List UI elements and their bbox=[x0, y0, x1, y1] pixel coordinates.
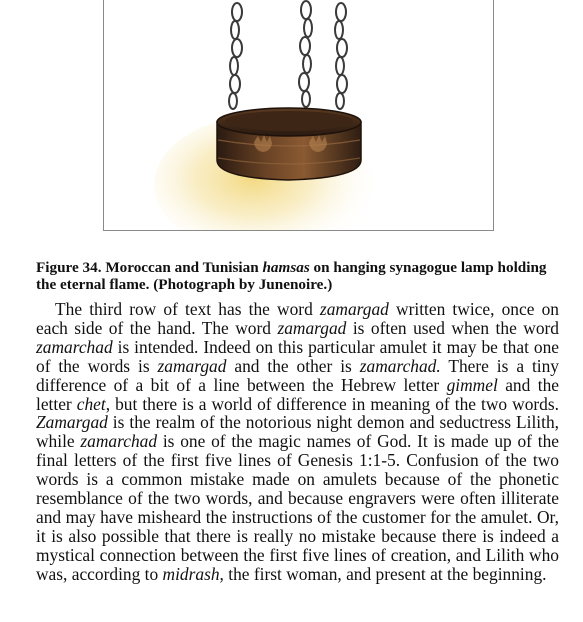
italic-term: zamargad bbox=[157, 355, 227, 376]
text-run: , the first woman, and present at the beginning. bbox=[219, 563, 547, 584]
caption-prefix: Figure 34. Moroccan and Tunisian bbox=[36, 259, 263, 276]
text-run: There is a tiny difference of a bit of a line between the Hebrew letter bbox=[36, 355, 560, 395]
text-run: written twice, once on each side of the hand. The word bbox=[36, 299, 559, 338]
left-chain bbox=[229, 3, 242, 109]
italic-term: chet bbox=[76, 393, 106, 414]
caption-italic-term: hamsas bbox=[262, 259, 310, 276]
text-run: The third row of text has the word bbox=[55, 299, 320, 319]
italic-term: zamargad bbox=[277, 317, 347, 338]
text-run: and the letter bbox=[36, 374, 559, 414]
figure-caption bbox=[36, 259, 566, 293]
lamp-bowl bbox=[217, 108, 361, 180]
body-paragraph bbox=[36, 300, 559, 584]
italic-term: midrash bbox=[162, 563, 220, 584]
text-run: is one of the magic names of God. It is made up of the final letters of the first five lines of Genesis 1:1-5. Confusion of the two words is a common mistake made on amulets because of the phonetic resemblance of the two words, and because engravers were often illiterate and may have misheard the instructions of the customer for the amulet. Or, it is also possible that there is really no mistake because there is indeed a mystical connection between the first five lines of creation, and Lilith who was, according to bbox=[36, 431, 559, 584]
right-chain bbox=[335, 3, 347, 109]
caption-suffix: on hanging synagogue lamp holding the eternal flame. (Photograph by Junenoire.) bbox=[36, 259, 547, 293]
italic-term: zamarchad. bbox=[359, 355, 441, 376]
text-run: is often used when the word bbox=[346, 317, 559, 338]
text-run: is intended. Indeed on this particular amulet it may be that one of the words is bbox=[36, 336, 559, 376]
italic-term: zamarchad bbox=[80, 431, 158, 452]
italic-term: zamargad bbox=[319, 299, 389, 319]
italic-term: gimmel bbox=[446, 374, 498, 395]
figure-photo bbox=[103, 0, 494, 231]
middle-chain bbox=[299, 1, 312, 107]
text-run: and the other is bbox=[226, 355, 360, 376]
text-run: , but there is a world of difference in meaning of the two words. bbox=[105, 393, 559, 414]
italic-term: zamarchad bbox=[36, 336, 113, 357]
text-run: is the realm of the notorious night demon and seductress Lilith, while bbox=[36, 412, 559, 452]
lamp-illustration bbox=[104, 0, 493, 230]
italic-term: Zamargad bbox=[36, 412, 108, 433]
